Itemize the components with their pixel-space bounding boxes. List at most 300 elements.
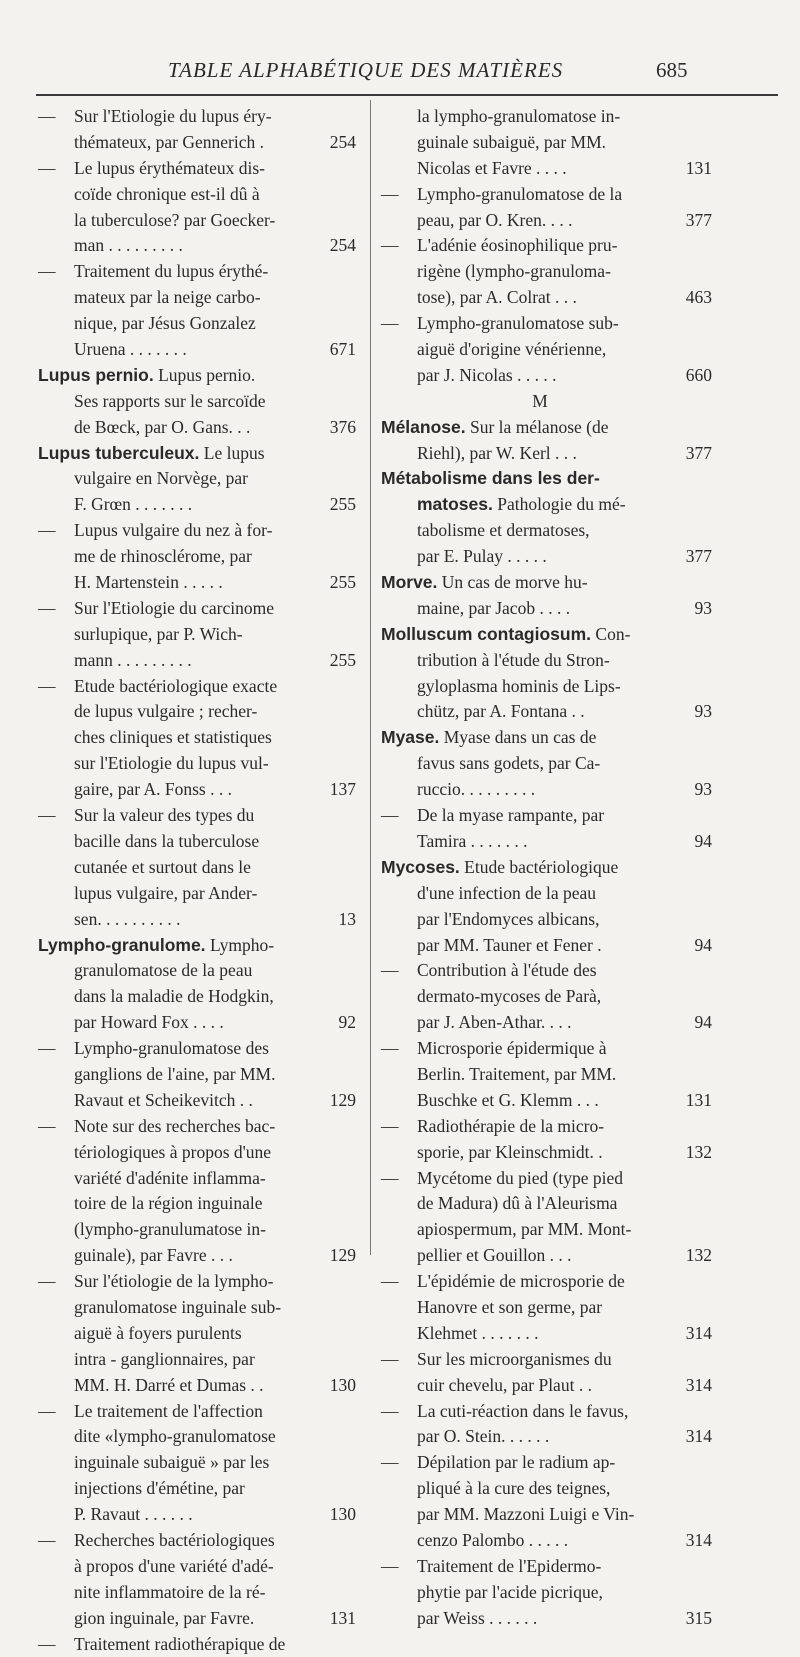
index-line bbox=[38, 389, 356, 415]
index-entry-text: Tamira . . . . . . . bbox=[417, 830, 528, 851]
index-line bbox=[381, 311, 711, 337]
index-entry-text: cutanée et surtout dans le bbox=[74, 856, 251, 877]
index-line bbox=[381, 337, 711, 363]
page-number: 685 bbox=[656, 58, 688, 82]
column-divider bbox=[370, 100, 371, 1255]
index-headword: Lupus tuberculeux. bbox=[38, 442, 200, 463]
index-line bbox=[381, 1217, 711, 1243]
page-reference: 94 bbox=[694, 830, 712, 851]
index-headword: Morve. bbox=[381, 572, 438, 593]
index-entry-text: L'épidémie de microsporie de bbox=[417, 1271, 625, 1292]
index-entry-text: man . . . . . . . . . bbox=[74, 235, 183, 256]
index-entry-text: Con- bbox=[591, 623, 631, 644]
index-line bbox=[38, 1632, 356, 1657]
index-entry-text: la tuberculose? par Goecker- bbox=[74, 209, 276, 230]
index-heading-line bbox=[381, 466, 600, 492]
index-line bbox=[38, 803, 356, 829]
index-line bbox=[381, 208, 711, 234]
index-entry-text: Le lupus bbox=[199, 442, 265, 463]
index-line bbox=[381, 1321, 711, 1347]
index-line bbox=[381, 1502, 711, 1528]
index-entry-text: Buschke et G. Klemm . . . bbox=[417, 1089, 599, 1110]
index-entry-text: par Howard Fox . . . . bbox=[74, 1012, 224, 1033]
index-line bbox=[38, 363, 356, 389]
index-entry-text: gyloplasma hominis de Lips- bbox=[417, 675, 621, 696]
page-reference: 314 bbox=[685, 1322, 712, 1343]
index-headword: Lympho-granulome. bbox=[38, 934, 206, 955]
page-reference: 255 bbox=[329, 494, 356, 515]
index-line bbox=[381, 1373, 711, 1399]
index-heading-line bbox=[381, 855, 618, 881]
index-line bbox=[381, 518, 711, 544]
index-line bbox=[38, 1269, 356, 1295]
index-heading-line bbox=[381, 415, 609, 441]
index-entry-text: Riehl), par W. Kerl . . . bbox=[417, 442, 577, 463]
index-line bbox=[38, 1010, 356, 1036]
index-entry-text: sen. . . . . . . . . . bbox=[74, 908, 181, 929]
index-entry-text: de Madura) dû à l'Aleurisma bbox=[417, 1193, 618, 1214]
page-reference: 94 bbox=[694, 1012, 712, 1033]
index-line bbox=[381, 1424, 711, 1450]
index-entry-text: de Bœck, par O. Gans. . . bbox=[74, 416, 251, 437]
index-line bbox=[381, 699, 711, 725]
index-line bbox=[381, 285, 711, 311]
index-line bbox=[381, 984, 711, 1010]
index-entry-text: tribution à l'étude du Stron- bbox=[417, 649, 610, 670]
index-entry-text: (lympho-granulumatose in- bbox=[74, 1219, 266, 1240]
index-line bbox=[38, 699, 356, 725]
index-entry-text: maine, par Jacob . . . . bbox=[417, 597, 571, 618]
index-heading-line bbox=[38, 441, 265, 467]
entry-dash: — bbox=[381, 1038, 399, 1059]
index-entry-text: Traitement du lupus érythé- bbox=[74, 261, 269, 282]
index-entry-text: aiguë d'origine vénérienne, bbox=[417, 339, 607, 360]
page-header bbox=[0, 56, 800, 90]
index-entry-text: gion inguinale, par Favre. bbox=[74, 1607, 255, 1628]
page-reference: 130 bbox=[329, 1504, 356, 1525]
index-line bbox=[38, 441, 356, 467]
entry-dash: — bbox=[381, 183, 399, 204]
index-line bbox=[381, 907, 711, 933]
index-entry-text: ganglions de l'aine, par MM. bbox=[74, 1063, 276, 1084]
index-line bbox=[38, 881, 356, 907]
entry-dash: — bbox=[38, 1271, 56, 1292]
index-line bbox=[381, 1166, 711, 1192]
entry-dash: — bbox=[381, 1167, 399, 1188]
index-entry-text: Etude bactériologique exacte bbox=[74, 675, 278, 696]
page-reference: 660 bbox=[685, 364, 712, 385]
index-entry-text: mateux par la neige carbo- bbox=[74, 287, 261, 308]
index-entry-text: guinale subaiguë, par MM. bbox=[417, 131, 607, 152]
index-entry-text: Hanovre et son germe, par bbox=[417, 1296, 603, 1317]
index-entry-text: par MM. Mazzoni Luigi e Vin- bbox=[417, 1504, 635, 1525]
index-line bbox=[381, 259, 711, 285]
index-line bbox=[38, 1347, 356, 1373]
page-reference: 129 bbox=[329, 1089, 356, 1110]
page-reference: 131 bbox=[329, 1607, 356, 1628]
index-line bbox=[381, 389, 711, 415]
index-line bbox=[381, 1295, 711, 1321]
index-entry-text: L'adénie éosinophilique pru- bbox=[417, 235, 618, 256]
index-line bbox=[38, 622, 356, 648]
page-reference: 314 bbox=[685, 1426, 712, 1447]
index-line bbox=[38, 984, 356, 1010]
index-heading-line bbox=[381, 570, 588, 596]
index-entry-text: Traitement radiothérapique de bbox=[74, 1633, 286, 1654]
index-line bbox=[381, 363, 711, 389]
index-headword: Mycoses. bbox=[381, 856, 460, 877]
index-line bbox=[381, 958, 711, 984]
index-headword: Métabolisme dans les der- bbox=[381, 468, 600, 489]
entry-dash: — bbox=[38, 805, 56, 826]
entry-dash: — bbox=[38, 1038, 56, 1059]
index-line bbox=[38, 1502, 356, 1528]
index-line bbox=[38, 1088, 356, 1114]
index-line bbox=[381, 1010, 711, 1036]
index-line bbox=[38, 1114, 356, 1140]
index-entry-text: granulomatose de la peau bbox=[74, 960, 253, 981]
index-line bbox=[38, 182, 356, 208]
index-line bbox=[381, 1243, 711, 1269]
index-entry-text: thémateux, par Gennerich . bbox=[74, 131, 264, 152]
index-line bbox=[38, 311, 356, 337]
index-entry-text: à propos d'une variété d'adé- bbox=[74, 1555, 274, 1576]
index-entry-text: phytie par l'acide picrique, bbox=[417, 1581, 603, 1602]
entry-dash: — bbox=[381, 1271, 399, 1292]
index-entry-text: Sur l'Etiologie du lupus éry- bbox=[74, 106, 272, 126]
index-line bbox=[381, 1347, 711, 1373]
index-entry-text: de lupus vulgaire ; recher- bbox=[74, 701, 258, 722]
page-reference: 377 bbox=[685, 546, 712, 567]
index-entry-text: mann . . . . . . . . . bbox=[74, 649, 192, 670]
index-line bbox=[38, 337, 356, 363]
index-entry-text: aiguë à foyers purulents bbox=[74, 1322, 242, 1343]
index-line bbox=[381, 104, 711, 130]
section-letter: M bbox=[532, 390, 548, 411]
index-entry-text: par E. Pulay . . . . . bbox=[417, 546, 547, 567]
page-reference: 132 bbox=[685, 1245, 712, 1266]
index-line bbox=[38, 1217, 356, 1243]
index-entry-text: inguinale subaiguë » par les bbox=[74, 1452, 270, 1473]
index-entry-text: Dépilation par le radium ap- bbox=[417, 1452, 616, 1473]
index-entry-text: par J. Aben-Athar. . . . bbox=[417, 1012, 572, 1033]
entry-dash: — bbox=[381, 1115, 399, 1136]
page-reference: 13 bbox=[338, 908, 356, 929]
index-entry-text: peau, par O. Kren. . . . bbox=[417, 209, 573, 230]
index-line bbox=[381, 415, 711, 441]
index-line bbox=[381, 130, 711, 156]
index-line bbox=[38, 1424, 356, 1450]
index-line bbox=[38, 907, 356, 933]
index-line bbox=[381, 492, 711, 518]
index-entry-text: Sur les microorganismes du bbox=[417, 1348, 612, 1369]
index-line bbox=[381, 156, 711, 182]
index-entry-text: tose), par A. Colrat . . . bbox=[417, 287, 577, 308]
index-line bbox=[381, 1606, 711, 1632]
index-heading-line bbox=[417, 492, 626, 518]
index-entry-text: Berlin. Traitement, par MM. bbox=[417, 1063, 617, 1084]
index-entry-text: Lympho-granulomatose sub- bbox=[417, 313, 619, 334]
index-line bbox=[381, 596, 711, 622]
index-entry-text: par J. Nicolas . . . . . bbox=[417, 364, 557, 385]
entry-dash: — bbox=[381, 960, 399, 981]
index-entry-text: pliqué à la cure des teignes, bbox=[417, 1478, 611, 1499]
index-entry-text: nite inflammatoire de la ré- bbox=[74, 1581, 266, 1602]
index-entry-text: Contribution à l'étude des bbox=[417, 960, 597, 981]
index-entry-text: par l'Endomyces albicans, bbox=[417, 908, 600, 929]
index-line bbox=[38, 1580, 356, 1606]
index-line bbox=[381, 855, 711, 881]
entry-dash: — bbox=[38, 1529, 56, 1550]
page-reference: 93 bbox=[694, 597, 712, 618]
index-entry-text: De la myase rampante, par bbox=[417, 805, 605, 826]
index-entry-text: dans la maladie de Hodgkin, bbox=[74, 986, 274, 1007]
index-line bbox=[381, 725, 711, 751]
index-entry-text: Nicolas et Favre . . . . bbox=[417, 157, 567, 178]
entry-dash: — bbox=[38, 1400, 56, 1421]
page-reference: 130 bbox=[329, 1374, 356, 1395]
index-entry-text: cenzo Palombo . . . . . bbox=[417, 1529, 569, 1550]
page-reference: 314 bbox=[685, 1374, 712, 1395]
index-entry-text: variété d'adénite inflamma- bbox=[74, 1167, 266, 1188]
index-entry-text: toire de la région inguinale bbox=[74, 1193, 263, 1214]
index-line bbox=[381, 674, 711, 700]
index-line bbox=[381, 544, 711, 570]
index-entry-text: Lympho-granulomatose des bbox=[74, 1038, 269, 1059]
entry-dash: — bbox=[38, 1633, 56, 1654]
index-entry-text: d'une infection de la peau bbox=[417, 882, 597, 903]
index-headword: Molluscum contagiosum. bbox=[381, 623, 592, 644]
index-entry-text: apiospermum, par MM. Mont- bbox=[417, 1219, 632, 1240]
index-line bbox=[381, 829, 711, 855]
index-line bbox=[38, 1606, 356, 1632]
index-entry-text: guinale), par Favre . . . bbox=[74, 1245, 233, 1266]
index-entry-text: Sur la mélanose (de bbox=[465, 416, 609, 437]
index-entry-text: Le lupus érythémateux dis- bbox=[74, 157, 265, 178]
index-entry-text: granulomatose inguinale sub- bbox=[74, 1296, 282, 1317]
index-line bbox=[38, 725, 356, 751]
index-entry-text: Sur l'étiologie de la lympho- bbox=[74, 1271, 274, 1292]
index-line bbox=[38, 466, 356, 492]
index-line bbox=[38, 1140, 356, 1166]
index-entry-text: la lympho-granulomatose in- bbox=[417, 106, 621, 126]
index-line bbox=[38, 596, 356, 622]
index-entry-text: ruccio. . . . . . . . . bbox=[417, 779, 536, 800]
index-line bbox=[381, 182, 711, 208]
index-line bbox=[38, 1554, 356, 1580]
index-entry-text: vulgaire en Norvège, par bbox=[74, 468, 248, 489]
index-line bbox=[38, 1062, 356, 1088]
index-line bbox=[38, 1295, 356, 1321]
index-entry-text: Un cas de morve hu- bbox=[437, 572, 588, 593]
entry-dash: — bbox=[38, 1115, 56, 1136]
index-line bbox=[381, 1269, 711, 1295]
header-rule bbox=[36, 94, 778, 96]
index-line bbox=[381, 777, 711, 803]
index-line bbox=[38, 1528, 356, 1554]
index-line bbox=[381, 803, 711, 829]
index-line bbox=[38, 544, 356, 570]
left-column bbox=[38, 104, 356, 1657]
index-entry-text: sporie, par Kleinschmidt. . bbox=[417, 1141, 603, 1162]
index-line bbox=[381, 570, 711, 596]
entry-dash: — bbox=[38, 157, 56, 178]
index-entry-text: Lympho-granulomatose de la bbox=[417, 183, 623, 204]
entry-dash: — bbox=[381, 1400, 399, 1421]
index-headword: Myase. bbox=[381, 727, 440, 748]
index-entry-text: dite «lympho-granulomatose bbox=[74, 1426, 276, 1447]
entry-dash: — bbox=[38, 675, 56, 696]
index-line bbox=[381, 881, 711, 907]
index-line bbox=[381, 1036, 711, 1062]
page-reference: 671 bbox=[329, 339, 356, 360]
index-line bbox=[381, 1528, 711, 1554]
index-line bbox=[381, 441, 711, 467]
page-reference: 255 bbox=[329, 572, 356, 593]
index-line bbox=[38, 1321, 356, 1347]
index-line bbox=[38, 570, 356, 596]
index-entry-text: F. Grœn . . . . . . . bbox=[74, 494, 193, 515]
index-entry-text: dermato-mycoses de Parà, bbox=[417, 986, 602, 1007]
page-reference: 131 bbox=[685, 1089, 712, 1110]
index-line bbox=[381, 1191, 711, 1217]
index-line bbox=[381, 1476, 711, 1502]
index-line bbox=[38, 1036, 356, 1062]
index-entry-text: me de rhinosclérome, par bbox=[74, 546, 252, 567]
index-line bbox=[381, 1399, 711, 1425]
index-line bbox=[381, 233, 711, 259]
index-line bbox=[381, 622, 711, 648]
index-entry-text: par Weiss . . . . . . bbox=[417, 1607, 538, 1628]
page-reference: 94 bbox=[694, 934, 712, 955]
index-entry-text: nique, par Jésus Gonzalez bbox=[74, 313, 256, 334]
index-entry-text: Radiothérapie de la micro- bbox=[417, 1115, 605, 1136]
page-reference: 377 bbox=[685, 442, 712, 463]
page-reference: 132 bbox=[685, 1141, 712, 1162]
index-line bbox=[381, 1450, 711, 1476]
index-line bbox=[38, 648, 356, 674]
index-line bbox=[381, 1062, 711, 1088]
index-entry-text: sur l'Etiologie du lupus vul- bbox=[74, 753, 269, 774]
index-line bbox=[38, 156, 356, 182]
index-entry-text: Lupus vulgaire du nez à for- bbox=[74, 520, 273, 541]
entry-dash: — bbox=[381, 1452, 399, 1473]
page-reference: 254 bbox=[329, 131, 356, 152]
index-entry-text: Klehmet . . . . . . . bbox=[417, 1322, 539, 1343]
entry-dash: — bbox=[381, 313, 399, 334]
page-reference: 137 bbox=[329, 779, 356, 800]
index-line bbox=[38, 933, 356, 959]
entry-dash: — bbox=[381, 805, 399, 826]
index-line bbox=[381, 1554, 711, 1580]
index-entry-text: Le traitement de l'affection bbox=[74, 1400, 263, 1421]
index-entry-text: injections d'émétine, par bbox=[74, 1478, 245, 1499]
index-line bbox=[38, 233, 356, 259]
index-line bbox=[381, 1140, 711, 1166]
index-line bbox=[38, 104, 356, 130]
index-line bbox=[381, 933, 711, 959]
entry-dash: — bbox=[38, 261, 56, 282]
page-reference: 92 bbox=[338, 1012, 356, 1033]
page-reference: 129 bbox=[329, 1245, 356, 1266]
index-line bbox=[38, 285, 356, 311]
index-entry-text: Ravaut et Scheikevitch . . bbox=[74, 1089, 253, 1110]
page-reference: 93 bbox=[694, 701, 712, 722]
index-heading-line bbox=[38, 363, 255, 389]
index-entry-text: H. Martenstein . . . . . bbox=[74, 572, 223, 593]
index-entry-text: Lympho- bbox=[205, 934, 275, 955]
index-line bbox=[38, 674, 356, 700]
index-entry-text: P. Ravaut . . . . . . bbox=[74, 1504, 193, 1525]
index-entry-text: bacille dans la tuberculose bbox=[74, 830, 260, 851]
index-entry-text: Mycétome du pied (type pied bbox=[417, 1167, 624, 1188]
index-entry-text: intra - ganglionnaires, par bbox=[74, 1348, 255, 1369]
index-entry-text: Note sur des recherches bac- bbox=[74, 1115, 276, 1136]
index-entry-text: Uruena . . . . . . . bbox=[74, 339, 187, 360]
index-line bbox=[38, 829, 356, 855]
index-line bbox=[38, 1450, 356, 1476]
index-entry-text: chütz, par A. Fontana . . bbox=[417, 701, 585, 722]
index-line bbox=[38, 1191, 356, 1217]
index-line bbox=[38, 1476, 356, 1502]
right-column bbox=[381, 104, 711, 1632]
index-heading-line bbox=[381, 622, 630, 648]
index-line bbox=[38, 415, 356, 441]
index-line bbox=[38, 1166, 356, 1192]
index-entry-text: Traitement de l'Epidermo- bbox=[417, 1555, 602, 1576]
index-entry-text: gaire, par A. Fonss . . . bbox=[74, 779, 232, 800]
index-entry-text: favus sans godets, par Ca- bbox=[417, 753, 601, 774]
page-reference: 93 bbox=[694, 779, 712, 800]
index-entry-text: Recherches bactériologiques bbox=[74, 1529, 275, 1550]
index-entry-text: Ses rapports sur le sarcoïde bbox=[74, 390, 266, 411]
index-line bbox=[381, 466, 711, 492]
index-line bbox=[38, 1243, 356, 1269]
index-entry-text: Sur la valeur des types du bbox=[74, 805, 255, 826]
index-entry-text: rigène (lympho-granuloma- bbox=[417, 261, 611, 282]
index-entry-text: Myase dans un cas de bbox=[439, 727, 597, 748]
page-reference: 254 bbox=[329, 235, 356, 256]
index-line bbox=[38, 259, 356, 285]
page-reference: 131 bbox=[685, 157, 712, 178]
index-line bbox=[38, 518, 356, 544]
index-headword: Mélanose. bbox=[381, 416, 466, 437]
index-entry-text: Microsporie épidermique à bbox=[417, 1038, 607, 1059]
entry-dash: — bbox=[38, 597, 56, 618]
index-entry-text: coïde chronique est-il dû à bbox=[74, 183, 260, 204]
index-line bbox=[381, 751, 711, 777]
index-entry-text: ches cliniques et statistiques bbox=[74, 727, 272, 748]
index-line bbox=[38, 1373, 356, 1399]
index-line bbox=[381, 648, 711, 674]
index-entry-text: Lupus pernio. bbox=[153, 364, 256, 385]
index-entry-text: Pathologie du mé- bbox=[492, 494, 626, 515]
page-reference: 463 bbox=[685, 287, 712, 308]
index-entry-text: par MM. Tauner et Fener . bbox=[417, 934, 602, 955]
index-entry-text: par O. Stein. . . . . . bbox=[417, 1426, 550, 1447]
index-entry-text: tabolisme et dermatoses, bbox=[417, 520, 590, 541]
index-headword: matoses. bbox=[417, 494, 493, 515]
page-reference: 377 bbox=[685, 209, 712, 230]
index-line bbox=[38, 855, 356, 881]
index-line bbox=[381, 1114, 711, 1140]
index-entry-text: Etude bactériologique bbox=[459, 856, 619, 877]
index-line bbox=[381, 1580, 711, 1606]
page-reference: 376 bbox=[329, 416, 356, 437]
index-entry-text: Sur l'Etiologie du carcinome bbox=[74, 597, 274, 618]
index-heading-line bbox=[38, 933, 274, 959]
index-heading-line bbox=[381, 725, 596, 751]
